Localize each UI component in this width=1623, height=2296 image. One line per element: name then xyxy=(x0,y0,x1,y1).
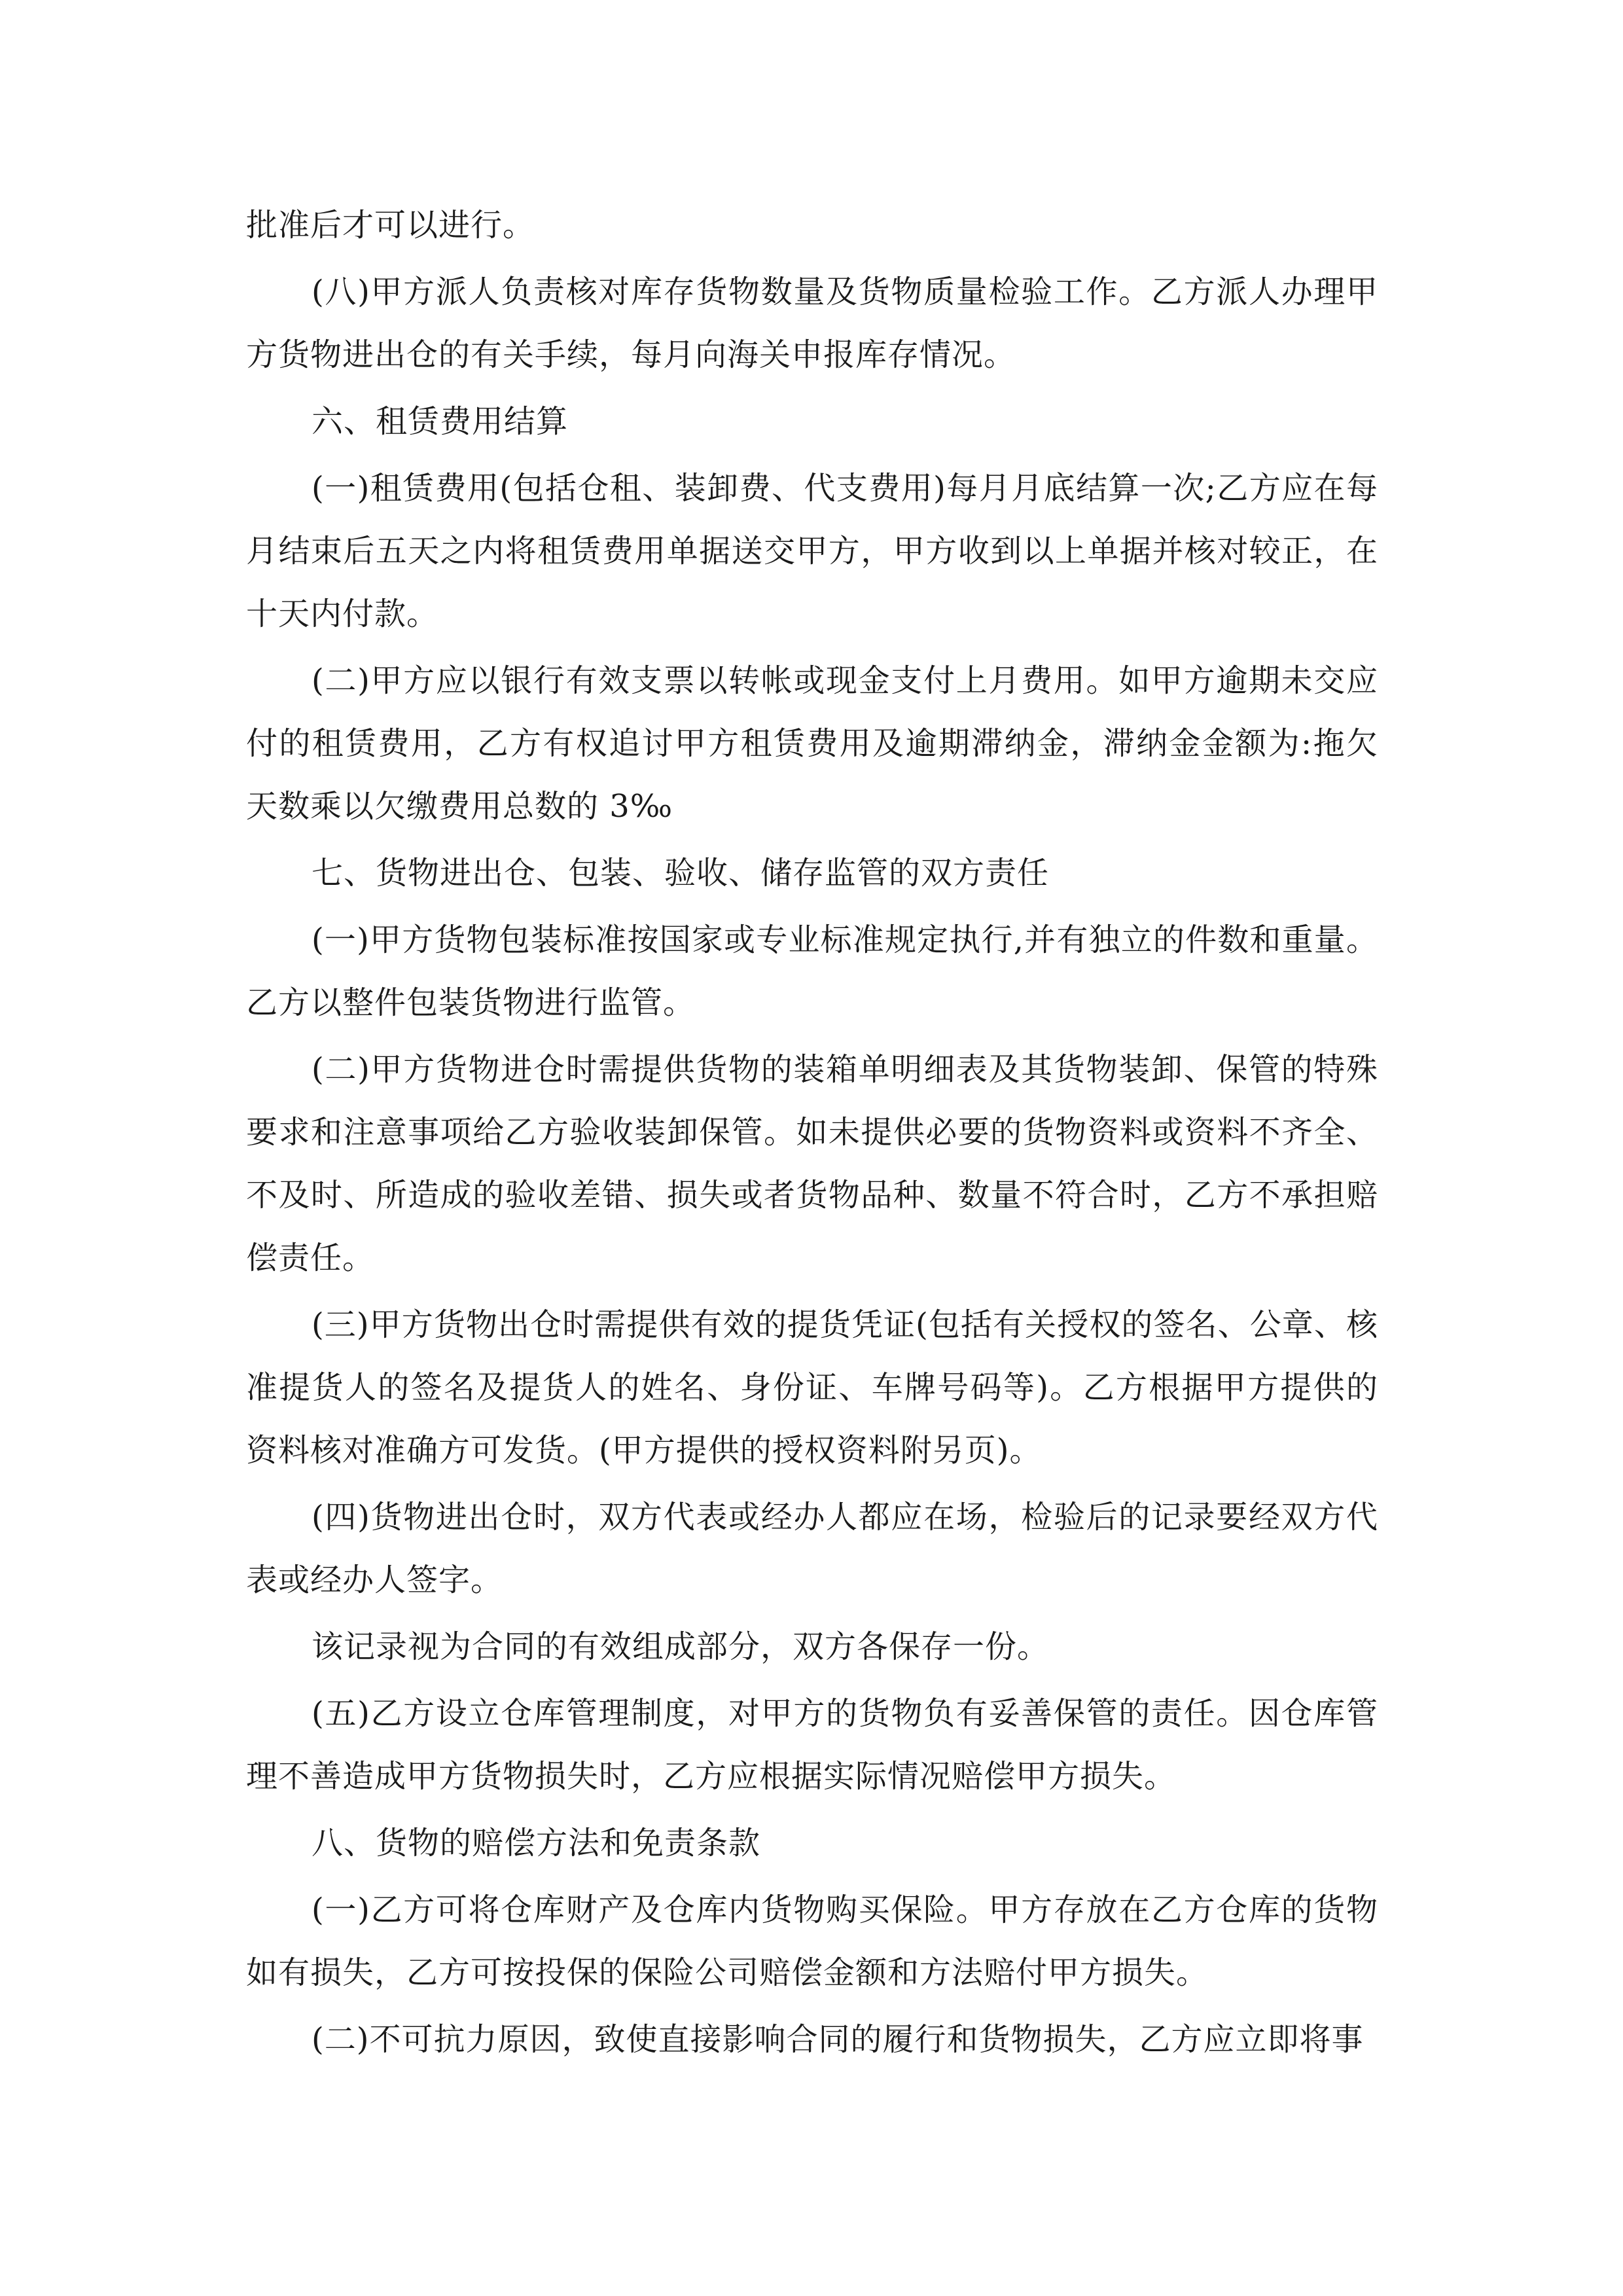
paragraph: (二)甲方应以银行有效支票以转帐或现金支付上月费用。如甲方逾期未交应付的租赁费用，乙方有权追讨甲方租赁费用及逾期滞纳金，滞纳金金额为:拖欠天数乘以欠缴费用总数的 3‰ xyxy=(246,662,1378,825)
section-heading: 六、租赁费用结算 xyxy=(312,403,569,440)
document-body xyxy=(246,194,1378,2075)
paragraph: 批准后才可以进行。 xyxy=(246,207,535,243)
paragraph: (四)货物进出仓时，双方代表或经办人都应在场，检验后的记录要经双方代表或经办人签字。 xyxy=(246,1499,1378,1598)
paragraph: (一)乙方可将仓库财产及仓库内货物购买保险。甲方存放在乙方仓库的货物如有损失，乙方可按投保的保险公司赔偿金额和方法赔付甲方损失。 xyxy=(246,1892,1378,1991)
section-heading: 八、货物的赔偿方法和免责条款 xyxy=(312,1825,761,1861)
paragraph: (五)乙方设立仓库管理制度，对甲方的货物负有妥善保管的责任。因仓库管理不善造成甲方货物损失时，乙方应根据实际情况赔偿甲方损失。 xyxy=(246,1695,1378,1795)
paragraph: (一)甲方货物包装标准按国家或专业标准规定执行,并有独立的件数和重量。乙方以整件包装货物进行监管。 xyxy=(246,922,1378,1021)
paragraph: (三)甲方货物出仓时需提供有效的提货凭证(包括有关授权的签名、公章、核准提货人的签名及提货人的姓名、身份证、车牌号码等)。乙方根据甲方提供的资料核对准确方可发货。(甲方提供的授权资料附另页)。 xyxy=(246,1306,1378,1469)
paragraph: (二)不可抗力原因，致使直接影响合同的履行和货物损失，乙方应立即将事 xyxy=(312,2021,1364,2058)
paragraph: (八)甲方派人负责核对库存货物数量及货物质量检验工作。乙方派人办理甲方货物进出仓的有关手续，每月向海关申报库存情况。 xyxy=(246,274,1378,373)
paragraph: (二)甲方货物进仓时需提供货物的装箱单明细表及其货物装卸、保管的特殊要求和注意事项给乙方验收装卸保管。如未提供必要的货物资料或资料不齐全、不及时、所造成的验收差错、损失或者货物品种、数量不符合时，乙方不承担赔偿责任。 xyxy=(246,1051,1378,1276)
section-heading: 七、货物进出仓、包装、验收、储存监管的双方责任 xyxy=(312,855,1050,891)
paragraph: (一)租赁费用(包括仓租、装卸费、代支费用)每月月底结算一次;乙方应在每月结束后五天之内将租赁费用单据送交甲方，甲方收到以上单据并核对较正，在十天内付款。 xyxy=(246,470,1378,632)
paragraph: 该记录视为合同的有效组成部分，双方各保存一份。 xyxy=(312,1628,1050,1665)
